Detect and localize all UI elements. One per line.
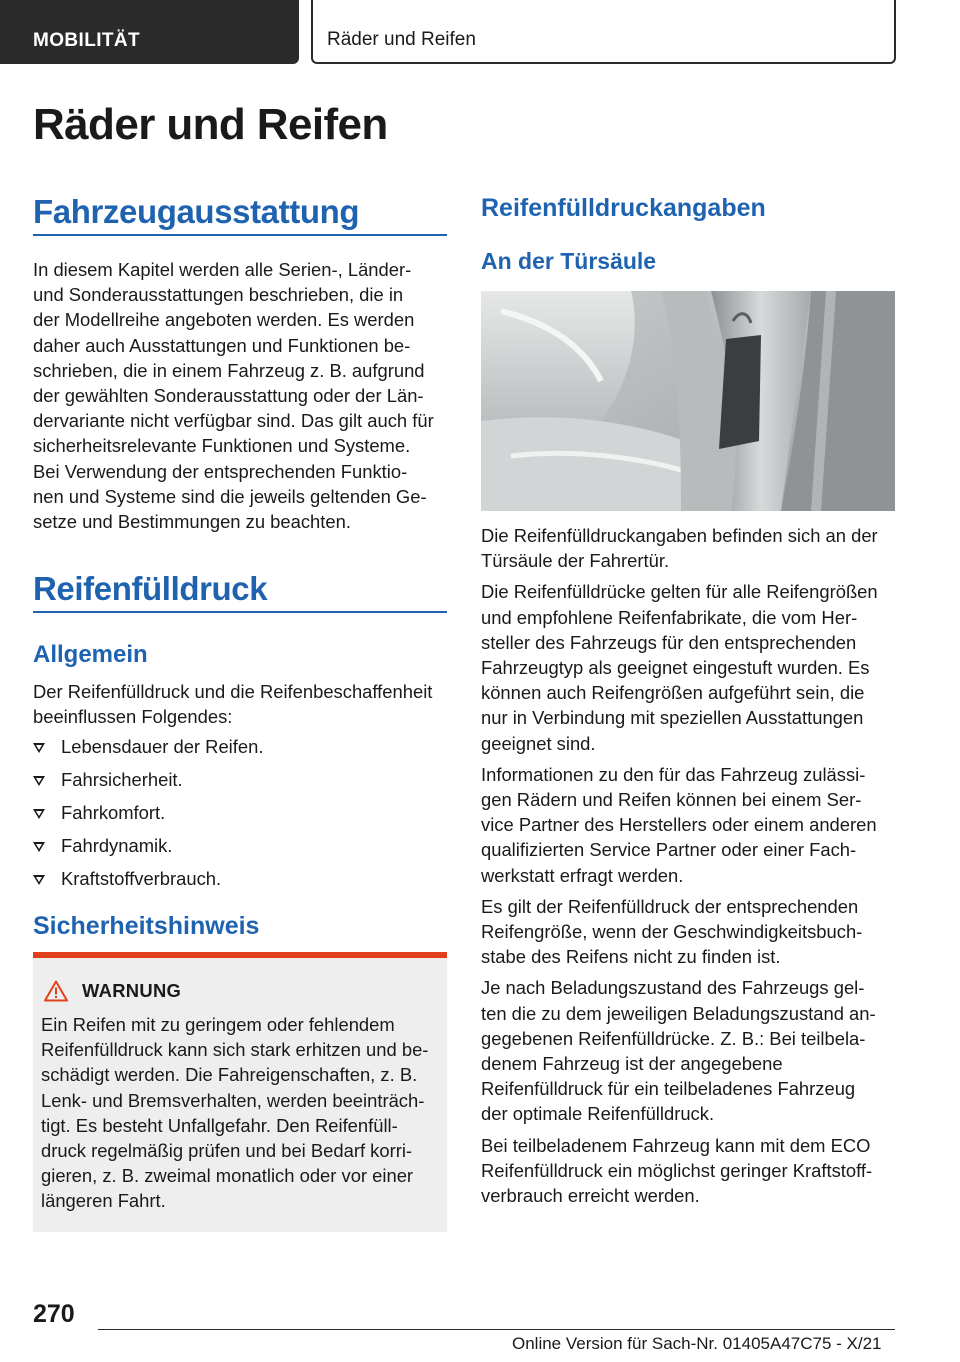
heading-allgemein: Allgemein [33,641,148,668]
heading-sicherheitshinweis: Sicherheitshinweis [33,912,260,940]
text-line: und Sonderausstattungen beschrieben, die in [33,284,404,306]
bullet-list [33,734,447,899]
text-line: Der Reifenfülldruck und die Reifenbeschaffenheit [33,681,433,702]
text-line: beeinflussen Folgendes: [33,706,233,728]
text-line: tigt. Es besteht Unfallgefahr. Den Reifenfüll- [41,1114,398,1136]
heading-fahrzeugausstattung: Fahrzeugausstattung [33,193,360,230]
text-line: sicherheitsrelevante Funktionen und Systeme. [33,435,411,457]
header-chapter-label: Räder und Reifen [327,29,476,50]
heading-an-der-tuersaeule: An der Türsäule [481,248,657,274]
warning-triangle-icon [44,980,68,1002]
text-line: setze und Bestimmungen zu beachten. [33,511,351,533]
text-line: daher auch Ausstattungen und Funktionen be- [33,334,411,356]
warning-header [44,980,181,1002]
list-item: Lebensdauer der Reifen. [33,734,447,767]
list-item: Fahrdynamik. [33,833,447,866]
page-number: 270 [33,1300,75,1328]
text-line: Reifenfülldruck kann sich stark erhitzen und be- [41,1039,429,1061]
text-line: druck regelmäßig prüfen und bei Bedarf korri- [41,1140,413,1162]
triangle-bullet-icon [33,875,45,885]
text-line: dervariante nicht verfügbar sind. Das gilt auch für [33,410,434,432]
paragraph-allgemein [33,679,447,729]
text-line: der gewählten Sonderausstattung oder der Län- [33,385,424,407]
triangle-bullet-icon [33,743,45,753]
heading-rule [33,611,447,613]
footer-rule [98,1329,895,1330]
paragraph: Bei teilbeladenem Fahrzeug kann mit dem ECO Reifenfülldruck ein möglichst geringer Kraftstoff- verbrauch erreicht werden. [481,1134,873,1207]
paragraph-group-right [481,523,895,1214]
heading-reifenfuelldruckangaben: Reifenfülldruckangaben [481,194,766,222]
page-title: Räder und Reifen [33,100,388,149]
heading-rule [33,234,447,236]
paragraph-fahrzeugausstattung [33,257,447,534]
list-item: Kraftstoffverbrauch. [33,866,447,899]
paragraph: Die Reifenfülldrücke gelten für alle Reifengrößen und empfohlene Reifenfabrikate, die vom Her- steller des Fahrzeugs für den entsprechenden Fahrzeugtyp als geeignet eingestuft wurden. Es können auch Reifengrößen aufgeführt sein, die nur in Verbindung mit speziellen Ausstattungen geeignet sind. [481,581,878,754]
warning-label: WARNUNG [82,980,182,1001]
text-line: nen und Systeme sind die jeweils geltenden Ge- [33,485,427,507]
text-line: schrieben, die in einem Fahrzeug z. B. aufgrund [33,359,425,381]
text-line: Ein Reifen mit zu geringem oder fehlendem [41,1014,395,1035]
text-line: In diesem Kapitel werden alle Serien-, Länder- [33,259,412,280]
paragraph: Es gilt der Reifenfülldruck der entsprechenden Reifengröße, wenn der Geschwindigkeitsbuch- stabe des Reifens nicht zu finden ist. [481,895,863,968]
text-line: Lenk- und Bremsverhalten, werden beeinträch- [41,1089,425,1111]
paragraph: Je nach Beladungszustand des Fahrzeugs gel- ten die zu dem jeweiligen Beladungszustand an- gegebenen Reifenfülldrücke. Z. B.: Bei teilbela- denem Fahrzeug ist der angegebene Reifenfülldruck für ein teilbeladenes Fahrzeug der optimale Reifenfülldruck. [481,977,876,1125]
triangle-bullet-icon [33,776,45,786]
list-item: Fahrsicherheit. [33,767,447,800]
paragraph: Informationen zu den für das Fahrzeug zulässi- gen Rädern und Reifen können bei einem Ser- vice Partner des Herstellers oder einem anderen qualifizierten Service Partner oder einer Fach- werkstatt erfragt werden. [481,763,877,886]
text-line: Bei Verwendung der entsprechenden Funktio- [33,460,408,482]
heading-reifenfuelldruck: Reifenfülldruck [33,570,268,607]
door-pillar-photo [481,291,895,511]
header-section-label: MOBILITÄT [33,30,141,51]
warning-text [41,1012,441,1214]
text-line: der Modellreihe angeboten werden. Es werden [33,309,415,331]
header-chapter-box [311,0,896,64]
header-section-tab [0,0,299,64]
triangle-bullet-icon [33,842,45,852]
paragraph: Die Reifenfülldruckangaben befinden sich an der Türsäule der Fahrertür. [481,525,878,572]
footer-text: Online Version für Sach-Nr. 01405A47C75 - X/21 [512,1334,882,1353]
text-line: schädigt werden. Die Fahreigenschaften, z. B. [41,1064,418,1086]
triangle-bullet-icon [33,809,45,819]
text-line: gieren, z. B. zweimal monatlich oder vor einer [41,1165,414,1187]
list-item: Fahrkomfort. [33,800,447,833]
text-line: längeren Fahrt. [41,1190,166,1212]
